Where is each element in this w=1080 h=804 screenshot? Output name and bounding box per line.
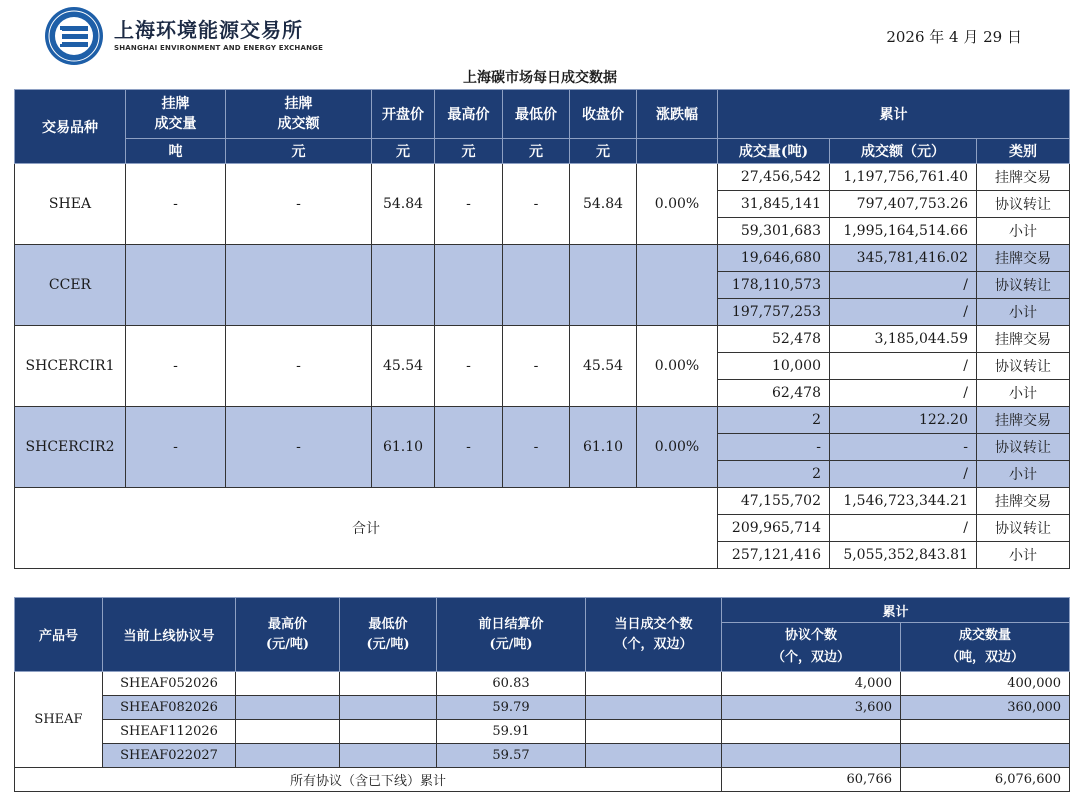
- prev-settle-cell: 59.57: [437, 744, 586, 768]
- listed-amount-cell: [226, 245, 372, 326]
- header-cum-type: 类别: [977, 139, 1070, 164]
- day-count-cell: [586, 696, 722, 720]
- cum-volume-cell: 62,478: [718, 380, 830, 407]
- cum-volume-cell: 47,155,702: [718, 488, 830, 515]
- brand-name: 上海环境能源交易所: [114, 18, 303, 42]
- table-unit-row: [15, 139, 1070, 164]
- cum-type-cell: 挂牌交易: [977, 488, 1070, 515]
- change-cell: 0.00%: [637, 164, 718, 245]
- low-cell: -: [503, 407, 570, 488]
- close-cell: 45.54: [570, 326, 637, 407]
- header-low: 最低价: [503, 90, 570, 139]
- cum-volume-cell: 178,110,573: [718, 272, 830, 299]
- high-cell: [236, 720, 340, 744]
- product-cell: SHCERCIR1: [15, 326, 126, 407]
- brand-name-english: SHANGHAI ENVIRONMENT AND ENERGY EXCHANGE: [114, 44, 324, 52]
- change-cell: [637, 245, 718, 326]
- header-product: 交易品种: [15, 90, 126, 164]
- report-date: 2026 年 4 月 29 日: [886, 28, 1022, 46]
- listed-amount-cell: -: [226, 407, 372, 488]
- cum-amount-cell: /: [830, 515, 977, 542]
- listed-volume-cell: -: [126, 326, 226, 407]
- day-count-cell: [586, 744, 722, 768]
- open-cell: [372, 245, 435, 326]
- cum-type-cell: 小计: [977, 218, 1070, 245]
- header-prev-settle: 前日结算价 (元/吨): [437, 598, 586, 672]
- header-high: 最高价 (元/吨): [236, 598, 340, 672]
- low-cell: [340, 696, 437, 720]
- prev-settle-cell: 60.83: [437, 672, 586, 696]
- table-row: [15, 696, 1070, 720]
- low-cell: -: [503, 164, 570, 245]
- cum-count-cell: 3,600: [722, 696, 901, 720]
- header-cumulative: 累计: [718, 90, 1070, 139]
- total-row: [15, 488, 1070, 515]
- header-close: 收盘价: [570, 90, 637, 139]
- cum-type-cell: 协议转让: [977, 515, 1070, 542]
- header-low: 最低价 (元/吨): [340, 598, 437, 672]
- cum-volume-cell: 59,301,683: [718, 218, 830, 245]
- prev-settle-cell: 59.91: [437, 720, 586, 744]
- open-cell: 45.54: [372, 326, 435, 407]
- cum-amount-cell: 1,546,723,344.21: [830, 488, 977, 515]
- cum-type-cell: 小计: [977, 299, 1070, 326]
- cum-type-cell: 小计: [977, 461, 1070, 488]
- product-cell: SHEA: [15, 164, 126, 245]
- contract-cell: SHEAF052026: [103, 672, 236, 696]
- table-header-row: [15, 90, 1070, 139]
- low-cell: [340, 672, 437, 696]
- total-row: [15, 768, 1070, 792]
- cum-volume-cell: [901, 720, 1070, 744]
- table-row: [15, 326, 1070, 353]
- unit-yuan: 元: [435, 139, 503, 164]
- change-cell: 0.00%: [637, 407, 718, 488]
- header-cumulative: 累计: [722, 598, 1070, 623]
- cum-amount-cell: /: [830, 299, 977, 326]
- unit-blank: [637, 139, 718, 164]
- high-cell: -: [435, 164, 503, 245]
- cum-volume-cell: 257,121,416: [718, 542, 830, 569]
- open-cell: 61.10: [372, 407, 435, 488]
- low-cell: [340, 720, 437, 744]
- header-open: 开盘价: [372, 90, 435, 139]
- cum-amount-cell: -: [830, 434, 977, 461]
- open-cell: 54.84: [372, 164, 435, 245]
- cum-count-cell: 4,000: [722, 672, 901, 696]
- cum-type-cell: 协议转让: [977, 272, 1070, 299]
- product-code-cell: SHEAF: [15, 672, 103, 768]
- cum-amount-cell: 1,197,756,761.40: [830, 164, 977, 191]
- cum-type-cell: 协议转让: [977, 434, 1070, 461]
- unit-yuan: 元: [570, 139, 637, 164]
- cum-amount-cell: /: [830, 461, 977, 488]
- total-label: 所有协议（含已下线）累计: [15, 768, 722, 792]
- cum-amount-cell: 345,781,416.02: [830, 245, 977, 272]
- cum-volume-cell: 197,757,253: [718, 299, 830, 326]
- unit-yuan: 元: [226, 139, 372, 164]
- listed-amount-cell: -: [226, 326, 372, 407]
- cum-volume-cell: 2: [718, 407, 830, 434]
- cum-amount-cell: 122.20: [830, 407, 977, 434]
- cum-count-cell: [722, 720, 901, 744]
- cum-volume-cell: -: [718, 434, 830, 461]
- table-row: [15, 744, 1070, 768]
- unit-ton: 吨: [126, 139, 226, 164]
- cum-type-cell: 协议转让: [977, 191, 1070, 218]
- cum-count-cell: 60,766: [722, 768, 901, 792]
- cum-type-cell: 挂牌交易: [977, 326, 1070, 353]
- high-cell: [236, 696, 340, 720]
- contract-cell: SHEAF022027: [103, 744, 236, 768]
- low-cell: -: [503, 326, 570, 407]
- unit-yuan: 元: [503, 139, 570, 164]
- day-count-cell: [586, 720, 722, 744]
- cum-volume-cell: 10,000: [718, 353, 830, 380]
- header-cum-volume: 成交量(吨): [718, 139, 830, 164]
- report-header: [0, 0, 1080, 86]
- cum-amount-cell: 1,995,164,514.66: [830, 218, 977, 245]
- exchange-logo-icon: [44, 6, 104, 66]
- header-day-count: 当日成交个数 （个，双边）: [586, 598, 722, 672]
- product-cell: CCER: [15, 245, 126, 326]
- product-cell: SHCERCIR2: [15, 407, 126, 488]
- futures-contract-table: [14, 597, 1070, 792]
- day-count-cell: [586, 672, 722, 696]
- cum-type-cell: 小计: [977, 380, 1070, 407]
- cum-count-cell: [722, 744, 901, 768]
- cum-volume-cell: 360,000: [901, 696, 1070, 720]
- table-row: [15, 164, 1070, 191]
- report-title: 上海碳市场每日成交数据: [463, 70, 617, 86]
- header-change: 涨跌幅: [637, 90, 718, 139]
- header-contract: 当前上线协议号: [103, 598, 236, 672]
- cum-volume-cell: 2: [718, 461, 830, 488]
- header-cum-volume: 成交数量 （吨，双边）: [901, 623, 1070, 672]
- cum-volume-cell: [901, 744, 1070, 768]
- close-cell: 61.10: [570, 407, 637, 488]
- high-cell: [236, 744, 340, 768]
- close-cell: [570, 245, 637, 326]
- cum-volume-cell: 52,478: [718, 326, 830, 353]
- contract-cell: SHEAF082026: [103, 696, 236, 720]
- high-cell: [435, 245, 503, 326]
- total-label: 合计: [15, 488, 718, 569]
- listed-amount-cell: -: [226, 164, 372, 245]
- cum-volume-cell: 31,845,141: [718, 191, 830, 218]
- cum-volume-cell: 400,000: [901, 672, 1070, 696]
- cum-volume-cell: 209,965,714: [718, 515, 830, 542]
- change-cell: 0.00%: [637, 326, 718, 407]
- low-cell: [503, 245, 570, 326]
- cum-amount-cell: 797,407,753.26: [830, 191, 977, 218]
- cum-amount-cell: 3,185,044.59: [830, 326, 977, 353]
- header-listed-amount: 挂牌 成交额: [226, 90, 372, 139]
- high-cell: -: [435, 407, 503, 488]
- header-listed-volume: 挂牌 成交量: [126, 90, 226, 139]
- cum-amount-cell: /: [830, 380, 977, 407]
- cum-type-cell: 协议转让: [977, 353, 1070, 380]
- cum-type-cell: 挂牌交易: [977, 407, 1070, 434]
- high-cell: -: [435, 326, 503, 407]
- table-header-row: [15, 598, 1070, 623]
- cum-type-cell: 挂牌交易: [977, 164, 1070, 191]
- high-cell: [236, 672, 340, 696]
- low-cell: [340, 744, 437, 768]
- table-row: [15, 672, 1070, 696]
- cum-amount-cell: 5,055,352,843.81: [830, 542, 977, 569]
- table-row: [15, 407, 1070, 434]
- cum-type-cell: 挂牌交易: [977, 245, 1070, 272]
- unit-yuan: 元: [372, 139, 435, 164]
- cum-volume-cell: 6,076,600: [901, 768, 1070, 792]
- header-cum-amount: 成交额（元）: [830, 139, 977, 164]
- cum-volume-cell: 27,456,542: [718, 164, 830, 191]
- table-row: [15, 245, 1070, 272]
- header-product-code: 产品号: [15, 598, 103, 672]
- table-row: [15, 720, 1070, 744]
- cum-amount-cell: /: [830, 272, 977, 299]
- header-high: 最高价: [435, 90, 503, 139]
- listed-volume-cell: -: [126, 164, 226, 245]
- listed-volume-cell: -: [126, 407, 226, 488]
- cum-type-cell: 小计: [977, 542, 1070, 569]
- contract-cell: SHEAF112026: [103, 720, 236, 744]
- cum-amount-cell: /: [830, 353, 977, 380]
- listed-volume-cell: [126, 245, 226, 326]
- header-cum-count: 协议个数 （个，双边）: [722, 623, 901, 672]
- carbon-market-table: [14, 89, 1070, 569]
- close-cell: 54.84: [570, 164, 637, 245]
- cum-volume-cell: 19,646,680: [718, 245, 830, 272]
- prev-settle-cell: 59.79: [437, 696, 586, 720]
